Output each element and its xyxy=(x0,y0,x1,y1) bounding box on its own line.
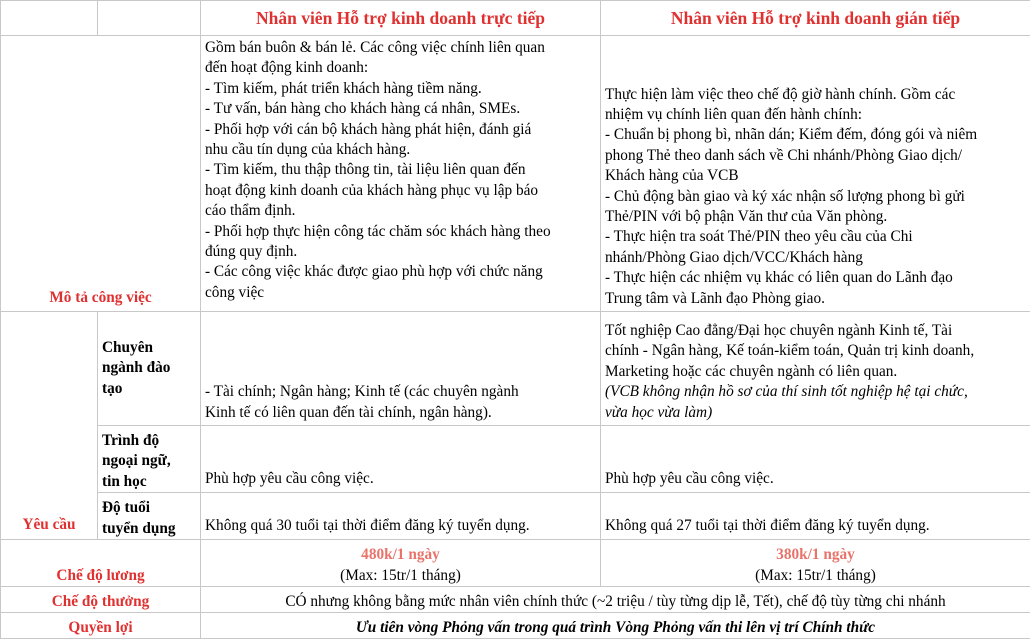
job-description-direct-line: công việc xyxy=(205,283,265,301)
major-label-line: Chuyên xyxy=(102,338,154,356)
job-description-direct-line: hoạt động kinh doanh của khách hàng phục vụ lập báo xyxy=(205,181,539,199)
skills-label-line: tin học xyxy=(102,472,147,490)
job-description-indirect-line: Trung tâm và Lãnh đạo Phòng giao. xyxy=(605,289,825,307)
requirement-major-row xyxy=(1,312,1030,426)
header-direct-support: Nhân viên Hỗ trợ kinh doanh trực tiếp xyxy=(201,1,601,36)
major-indirect-note-line: (VCB không nhận hồ sơ của thí sinh tốt nghiệp hệ tại chức, xyxy=(605,383,968,401)
salary-indirect-max: (Max: 15tr/1 tháng) xyxy=(755,566,876,584)
job-description-row xyxy=(1,36,1030,312)
benefits-row xyxy=(1,613,1030,639)
job-description-direct-line: - Tìm kiếm, thu thập thông tin, tài liệu liên quan đến xyxy=(205,161,526,179)
job-description-direct-line: - Tư vấn, bán hàng cho khách hàng cá nhân, SMEs. xyxy=(205,100,521,118)
job-description-direct-line: - Phối hợp với cán bộ khách hàng phát hiện, đánh giá xyxy=(205,120,532,138)
salary-indirect xyxy=(601,540,1030,587)
skills-label xyxy=(98,426,201,493)
job-description-label: Mô tả công việc xyxy=(1,36,201,312)
job-description-direct-line: đúng quy định. xyxy=(205,243,298,261)
requirements-label: Yêu cầu xyxy=(1,312,98,540)
age-direct: Không quá 30 tuổi tại thời điểm đăng ký tuyển dụng. xyxy=(201,493,601,540)
major-label-line: ngành đào xyxy=(102,359,171,377)
major-indirect-line: Marketing hoặc các chuyên ngành có liên quan. xyxy=(605,362,898,380)
age-label-line: tuyển dụng xyxy=(102,519,176,537)
job-description-indirect-line: nhánh/Phòng Giao dịch/VCC/Khách hàng xyxy=(605,248,863,266)
age-label-line: Độ tuổi xyxy=(102,499,151,517)
benefits-label: Quyền lợi xyxy=(1,613,201,639)
job-description-indirect-line: Thực hiện làm việc theo chế độ giờ hành chính. Gồm các xyxy=(605,85,956,103)
skills-direct: Phù hợp yêu cầu công việc. xyxy=(201,426,601,493)
job-description-indirect-line: - Thực hiện tra soát Thẻ/PIN theo yêu cầu của Chi xyxy=(605,228,913,246)
major-direct xyxy=(201,312,601,426)
major-indirect-line: Tốt nghiệp Cao đẳng/Đại học chuyên ngành Kinh tế, Tài xyxy=(605,321,953,339)
salary-row xyxy=(1,540,1030,587)
job-description-indirect-line: Khách hàng của VCB xyxy=(605,167,739,185)
header-indirect-support: Nhân viên Hỗ trợ kinh doanh gián tiếp xyxy=(601,1,1030,36)
skills-label-line: Trình độ xyxy=(102,431,160,449)
salary-direct xyxy=(201,540,601,587)
job-description-direct-line: nhu cầu tín dụng của khách hàng. xyxy=(205,141,411,159)
job-description-direct-line: đến hoạt động kinh doanh: xyxy=(205,59,369,77)
major-direct-line: - Tài chính; Ngân hàng; Kinh tế (các chuyên ngành xyxy=(205,383,519,401)
skills-label-line: ngoại ngữ, xyxy=(102,452,171,470)
major-label-line: tạo xyxy=(102,379,123,397)
job-description-direct-line: cáo thẩm định. xyxy=(205,202,296,220)
age-indirect: Không quá 27 tuổi tại thời điểm đăng ký tuyển dụng. xyxy=(601,493,1030,540)
bonus-label: Chế độ thưởng xyxy=(1,587,201,613)
age-label xyxy=(98,493,201,540)
bonus-row xyxy=(1,587,1030,613)
bonus-text: CÓ nhưng không bằng mức nhân viên chính thức (~2 triệu / tùy từng dịp lễ, Tết), chế độ tùy từng chi nhánh xyxy=(201,587,1030,613)
corner-cell xyxy=(1,1,98,36)
job-description-indirect-line: nhiệm vụ chính liên quan đến hành chính: xyxy=(605,105,863,123)
salary-label: Chế độ lương xyxy=(1,540,201,587)
salary-direct-rate: 480k/1 ngày xyxy=(361,546,440,564)
major-label xyxy=(98,312,201,426)
job-description-direct xyxy=(201,36,601,312)
job-description-indirect xyxy=(601,36,1030,312)
major-direct-line: Kinh tế có liên quan đến tài chính, ngân hàng). xyxy=(205,403,492,421)
salary-direct-max: (Max: 15tr/1 tháng) xyxy=(340,566,461,584)
job-description-indirect-line: - Chuẩn bị phong bì, nhãn dán; Kiểm đếm, đóng gói và niêm xyxy=(605,126,978,144)
corner-cell-sub xyxy=(98,1,201,36)
benefits-text: Ưu tiên vòng Phỏng vấn trong quá trình Vòng Phỏng vấn thi lên vị trí Chính thức xyxy=(201,613,1030,639)
salary-indirect-rate: 380k/1 ngày xyxy=(776,546,855,564)
job-description-direct-line: - Các công việc khác được giao phù hợp với chức năng xyxy=(205,263,543,281)
requirement-age-row xyxy=(1,493,1030,540)
header-row xyxy=(1,1,1030,36)
major-indirect-line: chính - Ngân hàng, Kế toán-kiểm toán, Quản trị kinh doanh, xyxy=(605,342,975,360)
job-description-indirect-line: Thẻ/PIN với bộ phận Văn thư của Văn phòng. xyxy=(605,207,888,225)
major-indirect-note-line: vừa học vừa làm) xyxy=(605,403,713,421)
job-description-indirect-line: - Chủ động bàn giao và ký xác nhận số lượng phong bì gửi xyxy=(605,187,965,205)
job-description-indirect-line: phong Thẻ theo danh sách về Chi nhánh/Phòng Giao dịch/ xyxy=(605,146,963,164)
job-description-direct-line: - Phối hợp thực hiện công tác chăm sóc khách hàng theo xyxy=(205,222,551,240)
job-description-direct-line: - Tìm kiếm, phát triển khách hàng tiềm năng. xyxy=(205,79,482,97)
skills-indirect: Phù hợp yêu cầu công việc. xyxy=(601,426,1030,493)
requirement-skills-row xyxy=(1,426,1030,493)
job-description-indirect-line: - Thực hiện các nhiệm vụ khác có liên quan do Lãnh đạo xyxy=(605,269,953,287)
major-indirect xyxy=(601,312,1030,426)
job-description-direct-line: Gồm bán buôn & bán lẻ. Các công việc chính liên quan xyxy=(205,39,545,56)
